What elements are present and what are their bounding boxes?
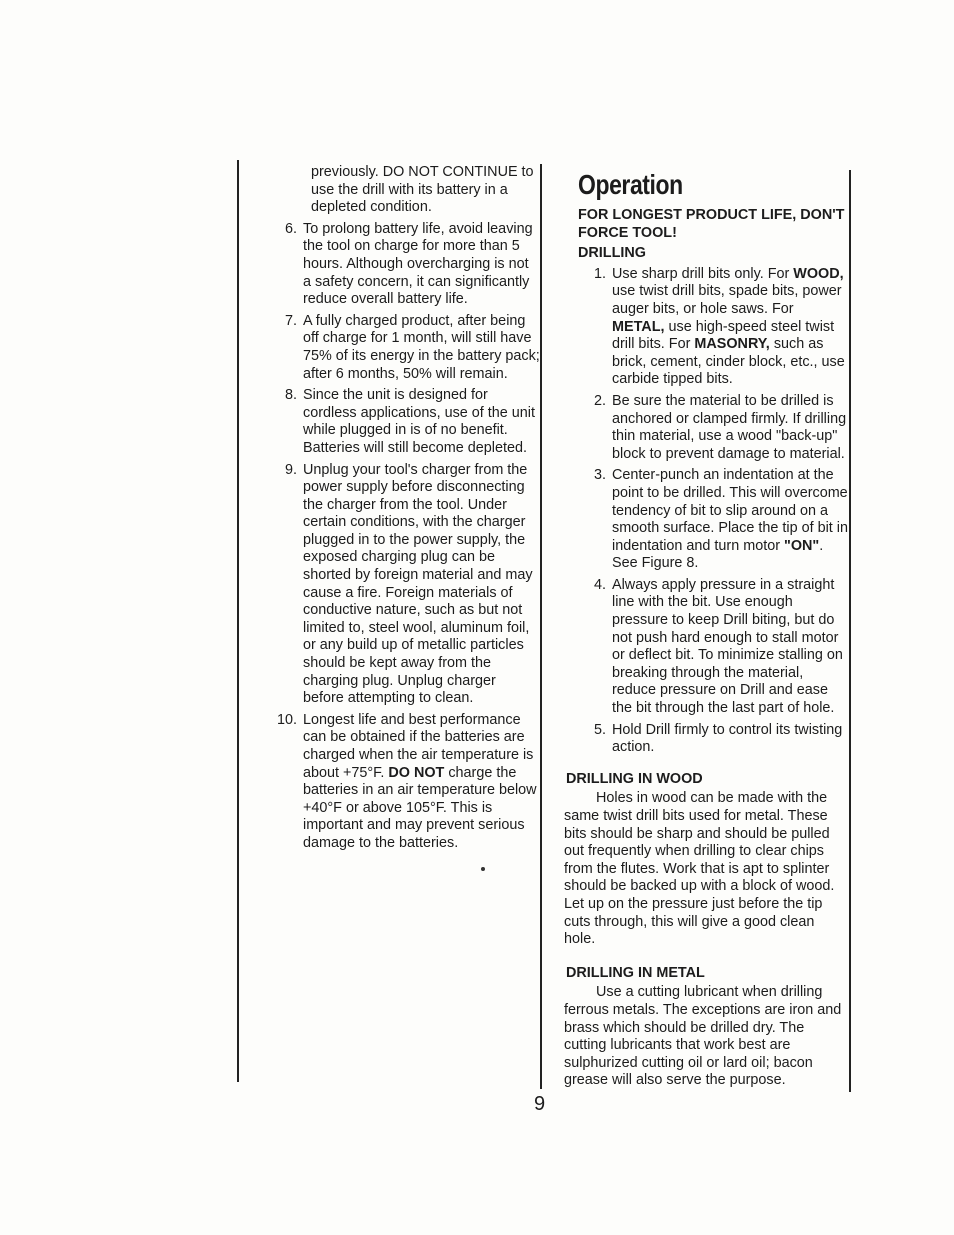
on-emphasis: "ON"	[784, 537, 820, 554]
stray-mark	[481, 867, 485, 871]
item-number: 1.	[593, 265, 606, 282]
item-number: 10.	[276, 711, 297, 728]
item-number: 9.	[284, 461, 297, 478]
list-item	[574, 467, 848, 573]
item-number: 2.	[593, 392, 606, 409]
item-text: use twist drill bits, spade bits, power auger bits, or hole saws. For	[612, 283, 842, 317]
item-text: Center-punch an indentation at the point to be drilled. This will overcome tendency of bit to slip around on a smooth surface. Place the tip of bit in indentation and turn motor	[612, 467, 848, 554]
list-item	[574, 577, 848, 718]
right-margin-rule	[849, 170, 851, 1092]
do-not-emphasis: DO NOT	[388, 764, 445, 781]
continuation-text: previously. DO NOT CONTINUE to use the drill with its battery in a depleted condition.	[311, 164, 534, 216]
drilling-in-metal-heading: DRILLING IN METAL	[566, 964, 705, 981]
item-number: 6.	[284, 220, 297, 237]
item-text: Hold Drill firmly to control its twisting action.	[612, 721, 843, 756]
item-number: 7.	[284, 312, 297, 329]
list-item	[574, 722, 848, 757]
list-item	[265, 462, 540, 708]
right-column	[558, 164, 848, 1090]
list-item	[265, 221, 540, 309]
item-text: such as brick, cement, cinder block, etc., use carbide tipped bits.	[612, 336, 845, 388]
metal-emphasis: METAL,	[612, 318, 665, 335]
item-text: Longest life and best performance can be obtained if the batteries are charged when the air temperature is about +75°F.	[303, 711, 534, 781]
list-item	[574, 266, 848, 389]
center-divider-rule	[540, 164, 542, 1089]
masonry-emphasis: MASONRY,	[694, 336, 770, 353]
list-item	[265, 387, 540, 457]
page-number: 9	[534, 1093, 546, 1115]
drilling-list	[574, 266, 848, 757]
item-text: Unplug your tool's charger from the power supply before disconnecting the charger from the tool. Under certain conditions, with the charger plugged in to the power supply, the exposed charging plug can be shorted by foreign material and may cause a fire. Foreign materials of conductive nature, such as but not limited to, steel wool, aluminum foil, or any build up of metallic particles should be kept away from the charging plug. Unplug charger before attempting to clean.	[303, 461, 533, 707]
item-text-cont: charge the batteries in an air temperature below +40°F or above 105°F. This is important and may prevent serious damage to the batteries.	[303, 764, 537, 851]
drilling-in-wood-text: Holes in wood can be made with the same twist drill bits used for metal. These bits should be sharp and should be pulled out frequently when drilling to clear chips from the flutes. Work that is apt to splinter should be backed up with a block of wood. Let up on the pressure just before the tip cuts through, this will give a good clean hole.	[564, 790, 835, 948]
item-text: Be sure the material to be drilled is anchored or clamped firmly. If drilling thin material, use a wood "back-up" block to prevent damage to material.	[612, 392, 847, 462]
item-number: 3.	[593, 467, 606, 484]
item-text-cont: . See Figure 8.	[612, 537, 824, 572]
item-text: To prolong battery life, avoid leaving the tool on charge for more than 5 hours. Although overcharging is not a safety concern, it can significantly reduce overall battery life.	[303, 220, 533, 308]
item-text: Always apply pressure in a straight line with the bit. Use enough pressure to keep Drill biting, but do not push hard enough to stall motor or deflect bit. To minimize stalling on breaking through the material, reduce pressure on Drill and ease the bit through the last part of hole.	[612, 576, 843, 717]
item-number: 8.	[284, 387, 297, 404]
drilling-heading: DRILLING	[578, 245, 646, 262]
item-text: Use sharp drill bits only. For	[612, 265, 790, 282]
battery-care-list	[265, 221, 540, 853]
list-item	[265, 313, 540, 383]
left-column	[265, 164, 540, 857]
list-item	[574, 393, 848, 463]
item-number: 5.	[593, 721, 606, 738]
item-text: A fully charged product, after being off charge for 1 month, will still have 75% of its energy in the battery pack; after 6 months, 50% will remain.	[303, 312, 540, 382]
item-text: Since the unit is designed for cordless applications, use of the unit while plugged in is of no benefit. Batteries will still become depleted.	[303, 387, 535, 456]
warning-heading: FOR LONGEST PRODUCT LIFE, DON'T FORCE TOOL!	[578, 207, 845, 241]
section-title: Operation	[578, 169, 683, 200]
drilling-in-metal-text: Use a cutting lubricant when drilling ferrous metals. The exceptions are iron and brass which should be drilled dry. The cutting lubricants that work best are sulphurized cutting oil or lard oil; bacon grease will also serve the purpose.	[564, 984, 842, 1089]
item-text: use high-speed steel twist drill bits. For	[612, 318, 835, 353]
wood-emphasis: WOOD,	[793, 265, 844, 282]
left-margin-rule	[237, 160, 239, 1082]
list-item	[265, 712, 540, 853]
item-number: 4.	[593, 576, 606, 593]
drilling-in-wood-heading: DRILLING IN WOOD	[566, 770, 703, 787]
